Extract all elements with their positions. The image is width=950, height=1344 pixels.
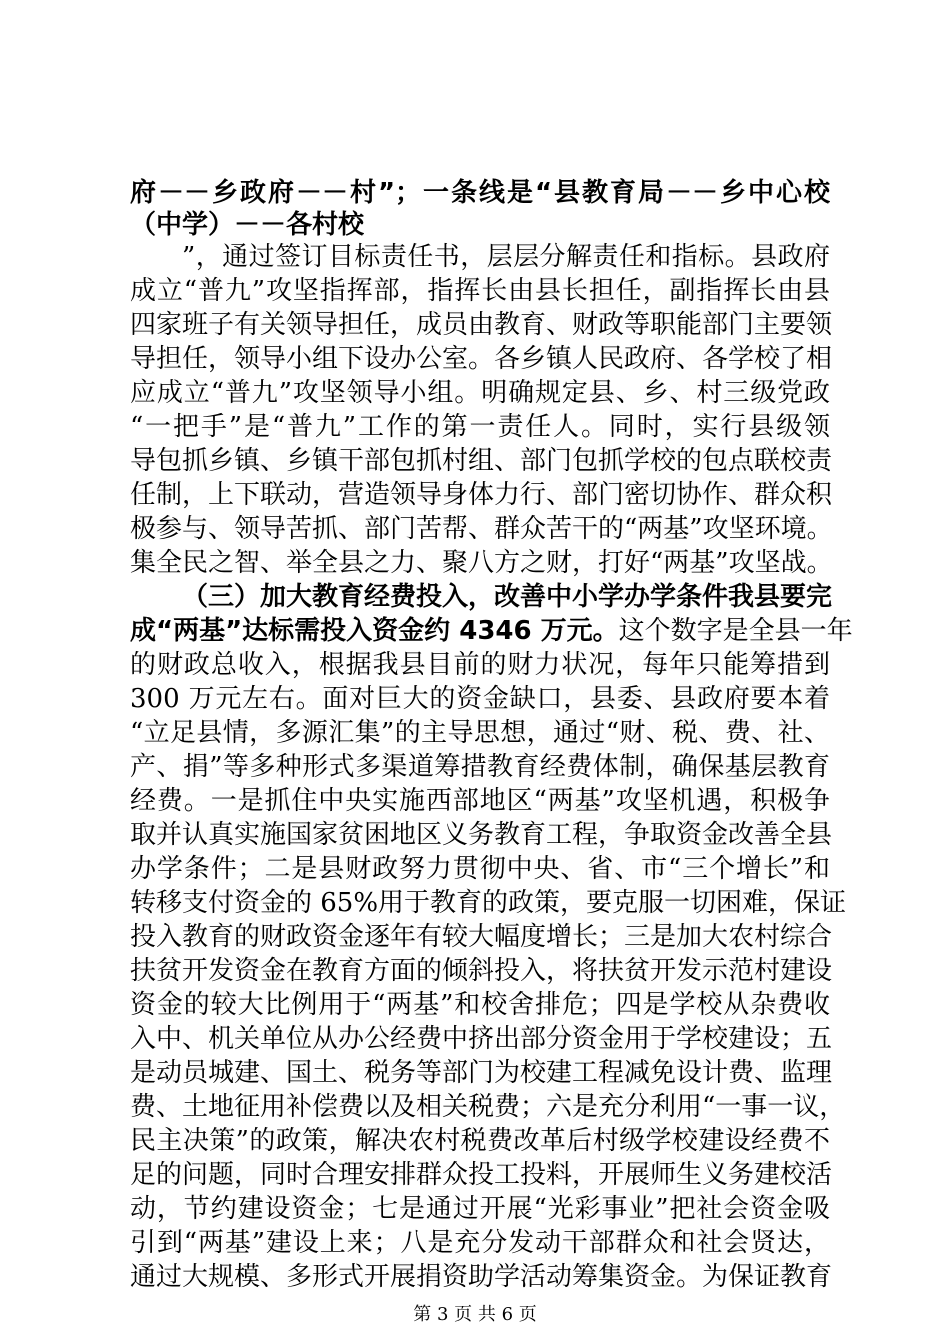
paragraph-line: 入中、机关单位从办公经费中挤出部分资金用于学校建设；五 bbox=[130, 1024, 833, 1054]
paragraph-line: 经费。一是抓住中央实施西部地区“两基”攻坚机遇，积极争 bbox=[130, 786, 830, 816]
paragraph-line: 极参与、领导苦抓、部门苦帮、群众苦干的“两基”攻坚环境。 bbox=[130, 514, 833, 544]
heading-line-2: （中学）－－各村校 bbox=[130, 210, 365, 240]
paragraph-line: 办学条件；二是县财政努力贯彻中央、省、市“三个增长”和 bbox=[130, 854, 830, 884]
paragraph-line: 引到“两基”建设上来；八是充分发动干部群众和社会贤达， bbox=[130, 1228, 830, 1258]
paragraph-line: 是动员城建、国土、税务等部门为校建工程减免设计费、监理 bbox=[130, 1058, 833, 1088]
paragraph-line: 导担任，领导小组下设办公室。各乡镇人民政府、各学校了相 bbox=[130, 344, 833, 374]
paragraph-line: 300 万元左右。面对巨大的资金缺口，县委、县政府要本着 bbox=[130, 684, 830, 714]
paragraph-line: 动，节约建设资金；七是通过开展“光彩事业”把社会资金吸 bbox=[130, 1194, 830, 1224]
paragraph-line: 扶贫开发资金在教育方面的倾斜投入，将扶贫开发示范村建设 bbox=[130, 956, 833, 986]
paragraph-line: 资金的较大比例用于“两基”和校舍排危；四是学校从杂费收 bbox=[130, 990, 830, 1020]
section-heading-line-1: （三）加大教育经费投入，改善中小学办学条件我县要完 bbox=[182, 582, 833, 612]
paragraph-line: 足的问题，同时合理安排群众投工投料，开展师生义务建校活 bbox=[130, 1160, 833, 1190]
paragraph-line: 取并认真实施国家贫困地区义务教育工程，争取资金改善全县 bbox=[130, 820, 833, 850]
paragraph-line: “立足县情，多源汇集”的主导思想，通过“财、税、费、社、 bbox=[130, 718, 830, 748]
section-heading-line-2 bbox=[130, 614, 853, 648]
paragraph-line: ”，通过签订目标责任书，层层分解责任和指标。县政府 bbox=[182, 242, 830, 272]
paragraph-line: 投入教育的财政资金逐年有较大幅度增长；三是加大农村综合 bbox=[130, 922, 833, 952]
paragraph-line: 转移支付资金的 65%用于教育的政策，要克服一切困难，保证 bbox=[130, 888, 847, 918]
page-footer: 第 3 页 共 6 页 bbox=[413, 1304, 537, 1325]
paragraph-line: 成立“普九”攻坚指挥部，指挥长由县长担任，副指挥长由县 bbox=[130, 276, 830, 306]
paragraph-line: 四家班子有关领导担任，成员由教育、财政等职能部门主要领 bbox=[130, 310, 833, 340]
paragraph-line: “一把手”是“普九”工作的第一责任人。同时，实行县级领 bbox=[130, 412, 830, 442]
paragraph-line: 应成立“普九”攻坚领导小组。明确规定县、乡、村三级党政 bbox=[130, 378, 830, 408]
paragraph-line: 任制，上下联动，营造领导身体力行、部门密切协作、群众积 bbox=[130, 480, 833, 510]
heading-line-1: 府－－乡政府－－村”；一条线是“县教育局－－乡中心校 bbox=[130, 178, 830, 208]
paragraph-line: 民主决策”的政策，解决农村税费改革后村级学校建设经费不 bbox=[130, 1126, 830, 1156]
paragraph-line: 通过大规模、多形式开展捐资助学活动筹集资金。为保证教育 bbox=[130, 1262, 833, 1292]
section-heading-bold-part: 成“两基”达标需投入资金约 4346 万元。 bbox=[130, 616, 619, 646]
paragraph-line: 的财政总收入，根据我县目前的财力状况，每年只能筹措到 bbox=[130, 650, 830, 680]
paragraph-line: 导包抓乡镇、乡镇干部包抓村组、部门包抓学校的包点联校责 bbox=[130, 446, 833, 476]
paragraph-line: 费、土地征用补偿费以及相关税费；六是充分利用“一事一议， bbox=[130, 1092, 846, 1122]
section-heading-rest: 这个数字是全县一年 bbox=[618, 616, 853, 646]
paragraph-line: 集全民之智、举全县之力、聚八方之财，打好“两基”攻坚战。 bbox=[130, 548, 833, 578]
paragraph-line: 产、捐”等多种形式多渠道筹措教育经费体制，确保基层教育 bbox=[130, 752, 830, 782]
